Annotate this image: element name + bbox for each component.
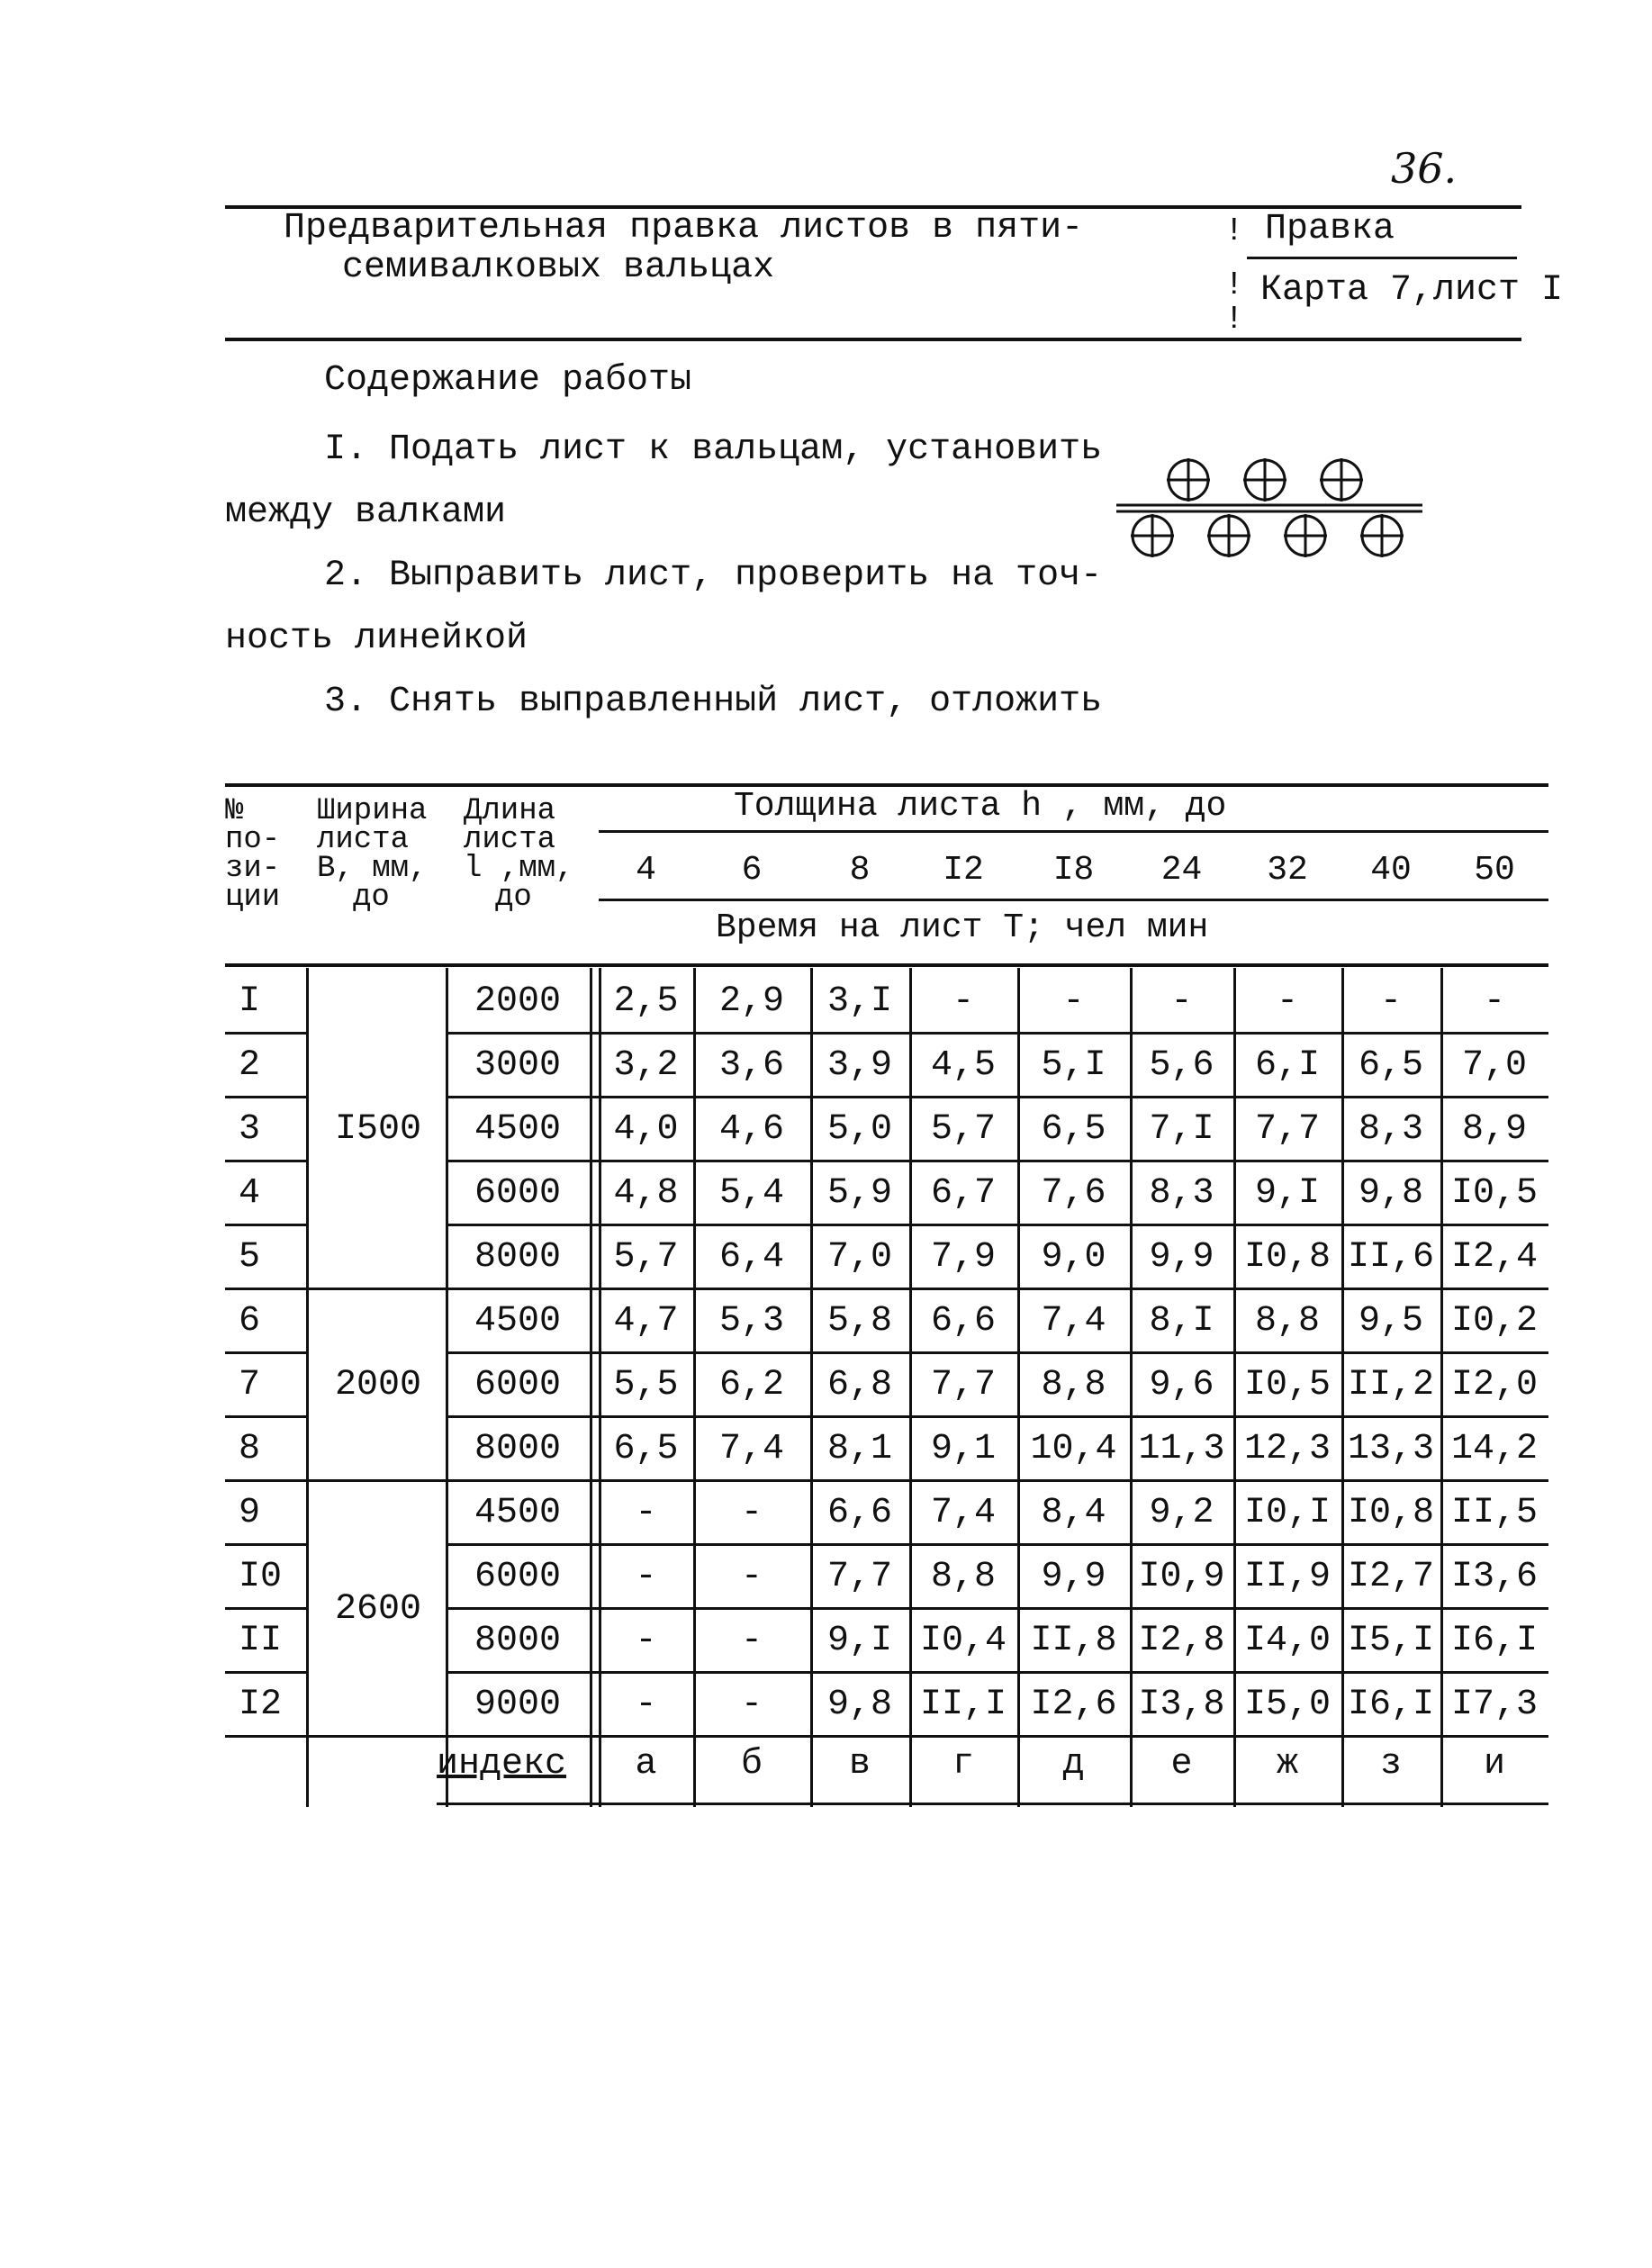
length-value: 6000	[474, 1365, 561, 1405]
page-number: 36.	[1391, 144, 1458, 193]
time-value: 9,I	[826, 1621, 892, 1661]
time-value: 5,5	[613, 1365, 679, 1405]
time-value: -	[952, 981, 974, 1022]
time-value: -	[1483, 981, 1505, 1022]
row-divider	[225, 1032, 306, 1035]
time-value: I2,8	[1138, 1621, 1225, 1661]
row-divider	[446, 1096, 1548, 1098]
time-value: -	[740, 1557, 763, 1597]
group-divider	[306, 1735, 446, 1738]
thickness-underline	[599, 830, 1548, 833]
time-value: 7,9	[930, 1237, 996, 1278]
header-bottom-rule	[225, 338, 1521, 341]
index-value: ж	[1276, 1744, 1298, 1785]
length-value: 4500	[474, 1109, 561, 1150]
row-divider	[446, 1160, 1548, 1162]
time-value: -	[635, 1557, 657, 1597]
time-value: 8,1	[826, 1429, 892, 1469]
row-divider	[225, 1288, 306, 1290]
separator-mark: !	[1224, 212, 1244, 249]
time-value: 8,3	[1149, 1173, 1214, 1214]
time-value: 9,6	[1149, 1365, 1214, 1405]
row-divider	[446, 1415, 1548, 1418]
time-value: 8,I	[1149, 1301, 1214, 1342]
time-value: I0,9	[1138, 1557, 1225, 1597]
index-value: е	[1170, 1744, 1193, 1785]
time-value: 9,1	[930, 1429, 996, 1469]
title-line-1: Предварительная правка листов в пяти-	[284, 208, 1084, 248]
row-divider	[225, 1160, 306, 1162]
time-value: 6,6	[930, 1301, 996, 1342]
thickness-header: Толщина листа h , мм, до	[734, 787, 1227, 826]
time-value: 5,4	[718, 1173, 784, 1214]
length-header: Длина листа l ,мм, до	[464, 794, 574, 915]
time-value: -	[740, 1493, 763, 1533]
time-value: 4,5	[930, 1045, 996, 1086]
row-divider	[225, 1735, 306, 1738]
time-value: 7,6	[1041, 1173, 1106, 1214]
thickness-value: 6	[741, 851, 763, 890]
position-header: № по- зи- ции	[225, 794, 281, 915]
time-value: 10,4	[1030, 1429, 1117, 1469]
length-value: 4500	[474, 1493, 561, 1533]
time-value: II,I	[919, 1685, 1007, 1725]
index-value: а	[635, 1744, 657, 1785]
time-value: I0,4	[919, 1621, 1007, 1661]
index-value: з	[1379, 1744, 1402, 1785]
time-value: 9,2	[1149, 1493, 1214, 1533]
step-2-line-1: 2. Выправить лист, проверить на точ-	[324, 556, 1103, 596]
index-bottom-rule	[437, 1803, 1548, 1805]
time-value: 9,5	[1358, 1301, 1423, 1342]
time-value: I0,8	[1243, 1237, 1331, 1278]
column-divider	[306, 968, 309, 1807]
length-value: 3000	[474, 1045, 561, 1086]
position-number: I2	[239, 1685, 283, 1725]
row-divider	[225, 1543, 306, 1546]
row-divider	[446, 1543, 1548, 1546]
column-divider	[590, 968, 592, 1807]
time-value: 9,9	[1149, 1237, 1214, 1278]
time-value: 5,6	[1149, 1045, 1214, 1086]
index-value: г	[952, 1744, 974, 1785]
time-value: I6,I	[1450, 1621, 1538, 1661]
position-number: 8	[239, 1429, 261, 1469]
position-number: 4	[239, 1173, 261, 1214]
position-number: 3	[239, 1109, 261, 1150]
length-value: 4500	[474, 1301, 561, 1342]
time-value: 3,2	[613, 1045, 679, 1086]
position-number: I0	[239, 1557, 283, 1597]
row-divider	[446, 1735, 1548, 1738]
index-value: и	[1483, 1744, 1505, 1785]
time-value: 6,4	[718, 1237, 784, 1278]
time-value: -	[1379, 981, 1402, 1022]
time-value: 9,8	[826, 1685, 892, 1725]
title-line-2: семивалковых вальцах	[342, 248, 775, 288]
section-name: Правка	[1265, 209, 1395, 249]
row-divider	[446, 1607, 1548, 1610]
time-value: 3,9	[826, 1045, 892, 1086]
time-value: 6,7	[930, 1173, 996, 1214]
time-value: I0,8	[1347, 1493, 1434, 1533]
time-value: I2,4	[1450, 1237, 1538, 1278]
time-value: I0,2	[1450, 1301, 1538, 1342]
time-value: 6,6	[826, 1493, 892, 1533]
time-value: 7,7	[930, 1365, 996, 1405]
time-value: I5,I	[1347, 1621, 1434, 1661]
time-value: 5,0	[826, 1109, 892, 1150]
row-divider	[446, 1671, 1548, 1674]
time-value: 3,6	[718, 1045, 784, 1086]
step-1-line-1: I. Подать лист к вальцам, установить	[324, 429, 1103, 470]
row-divider	[446, 1032, 1548, 1035]
time-value: 8,4	[1041, 1493, 1106, 1533]
time-value: II,9	[1243, 1557, 1331, 1597]
time-value: 7,4	[930, 1493, 996, 1533]
time-value: I2,7	[1347, 1557, 1434, 1597]
row-divider	[225, 1415, 306, 1418]
length-value: 8000	[474, 1621, 561, 1661]
section-underline	[1247, 257, 1517, 259]
time-value: -	[635, 1621, 657, 1661]
thickness-value: 8	[849, 851, 871, 890]
length-value: 2000	[474, 981, 561, 1022]
step-1-line-2: между валками	[225, 492, 507, 533]
width-value: 2600	[334, 1588, 421, 1630]
time-value: I0,5	[1243, 1365, 1331, 1405]
time-value: 8,8	[1041, 1365, 1106, 1405]
step-3: 3. Снять выправленный лист, отложить	[324, 682, 1103, 722]
position-number: I	[239, 981, 261, 1022]
time-value: I0,I	[1243, 1493, 1331, 1533]
time-value: 6,5	[1358, 1045, 1423, 1086]
time-value: 4,7	[613, 1301, 679, 1342]
time-value: I3,6	[1450, 1557, 1538, 1597]
time-value: 8,3	[1358, 1109, 1423, 1150]
time-value: II,6	[1347, 1237, 1434, 1278]
time-value: 4,6	[718, 1109, 784, 1150]
time-value: -	[1062, 981, 1085, 1022]
rollers-diagram-icon	[1112, 446, 1436, 581]
separator-mark: !	[1224, 301, 1244, 338]
time-value: -	[1276, 981, 1298, 1022]
time-value: 8,9	[1461, 1109, 1527, 1150]
index-label: индекс	[437, 1744, 567, 1785]
time-value: 7,I	[1149, 1109, 1214, 1150]
time-value: 11,3	[1138, 1429, 1225, 1469]
header-grid-rule	[225, 963, 1548, 967]
time-value: 7,0	[1461, 1045, 1527, 1086]
time-value: 5,I	[1041, 1045, 1106, 1086]
thickness-value: 24	[1160, 851, 1203, 890]
time-value: 5,3	[718, 1301, 784, 1342]
time-value: 6,I	[1254, 1045, 1320, 1086]
separator-mark: !	[1224, 267, 1244, 303]
time-value: I7,3	[1450, 1685, 1538, 1725]
time-value: -	[740, 1621, 763, 1661]
time-value: 6,8	[826, 1365, 892, 1405]
time-value: I2,6	[1030, 1685, 1117, 1725]
time-value: 12,3	[1243, 1429, 1331, 1469]
time-value: 7,4	[1041, 1301, 1106, 1342]
length-value: 8000	[474, 1429, 561, 1469]
row-divider	[225, 1479, 306, 1482]
time-value: 6,5	[613, 1429, 679, 1469]
time-value: -	[635, 1493, 657, 1533]
position-number: II	[239, 1621, 283, 1661]
time-value: 6,2	[718, 1365, 784, 1405]
group-divider	[306, 1288, 446, 1290]
index-value: б	[740, 1744, 763, 1785]
time-header: Время на лист Т; чел мин	[716, 908, 1209, 947]
time-value: I4,0	[1243, 1621, 1331, 1661]
time-value: II,2	[1347, 1365, 1434, 1405]
time-value: 7,7	[826, 1557, 892, 1597]
thickness-value: 4	[636, 851, 656, 890]
time-value: 8,8	[1254, 1301, 1320, 1342]
time-value: I0,5	[1450, 1173, 1538, 1214]
time-value: 5,7	[930, 1109, 996, 1150]
time-value: 13,3	[1347, 1429, 1434, 1469]
index-value: д	[1062, 1744, 1085, 1785]
length-value: 9000	[474, 1685, 561, 1725]
row-divider	[446, 1479, 1548, 1482]
time-value: I3,8	[1138, 1685, 1225, 1725]
row-divider	[225, 1224, 306, 1226]
length-value: 8000	[474, 1237, 561, 1278]
thickness-value: 32	[1267, 851, 1308, 890]
thickness-value: 50	[1474, 851, 1515, 890]
thickness-value: I2	[943, 851, 984, 890]
row-divider	[225, 1096, 306, 1098]
time-value: II,5	[1450, 1493, 1538, 1533]
time-value: -	[635, 1685, 657, 1725]
time-value: 2,5	[613, 981, 679, 1022]
row-divider	[446, 1224, 1548, 1226]
time-value: 14,2	[1450, 1429, 1538, 1469]
time-value: 7,4	[718, 1429, 784, 1469]
step-2-line-2: ность линейкой	[225, 619, 528, 659]
row-divider	[225, 1671, 306, 1674]
time-value: -	[1170, 981, 1193, 1022]
document-title	[284, 209, 1211, 288]
index-value: в	[848, 1744, 871, 1785]
time-value: 9,9	[1041, 1557, 1106, 1597]
length-value: 6000	[474, 1557, 561, 1597]
time-value: 5,8	[826, 1301, 892, 1342]
time-value: 4,0	[613, 1109, 679, 1150]
time-value: 4,8	[613, 1173, 679, 1214]
time-value: 8,8	[930, 1557, 996, 1597]
time-value: 5,7	[613, 1237, 679, 1278]
width-header: Ширина листа В, мм, до	[317, 794, 428, 915]
length-value: 6000	[474, 1173, 561, 1214]
thickness-value: I8	[1052, 851, 1095, 890]
contents-heading: Содержание работы	[324, 360, 692, 401]
width-value: I500	[334, 1109, 421, 1150]
position-number: 6	[239, 1301, 261, 1342]
time-value: I6,I	[1347, 1685, 1434, 1725]
row-divider	[446, 1351, 1548, 1354]
position-number: 7	[239, 1365, 261, 1405]
row-divider	[225, 1607, 306, 1610]
time-value: I5,0	[1243, 1685, 1331, 1725]
time-value: 9,I	[1254, 1173, 1320, 1214]
time-value: 6,5	[1041, 1109, 1106, 1150]
time-value: 5,9	[826, 1173, 892, 1214]
position-number: 2	[239, 1045, 261, 1086]
time-value: 3,I	[826, 981, 892, 1022]
group-divider	[306, 1479, 446, 1482]
thickness-value: 40	[1370, 851, 1412, 890]
time-value: 7,7	[1254, 1109, 1320, 1150]
position-number: 9	[239, 1493, 261, 1533]
time-value: I2,0	[1450, 1365, 1538, 1405]
time-value: II,8	[1030, 1621, 1117, 1661]
row-divider	[225, 1351, 306, 1354]
time-value: 9,0	[1041, 1237, 1106, 1278]
card-reference: Карта 7,лист I	[1260, 270, 1564, 311]
thickness-values-underline	[599, 899, 1548, 901]
time-value: -	[740, 1685, 763, 1725]
time-value: 7,0	[826, 1237, 892, 1278]
time-value: 2,9	[718, 981, 784, 1022]
time-value: 9,8	[1358, 1173, 1423, 1214]
position-number: 5	[239, 1237, 261, 1278]
row-divider	[446, 1288, 1548, 1290]
width-value: 2000	[334, 1365, 421, 1405]
